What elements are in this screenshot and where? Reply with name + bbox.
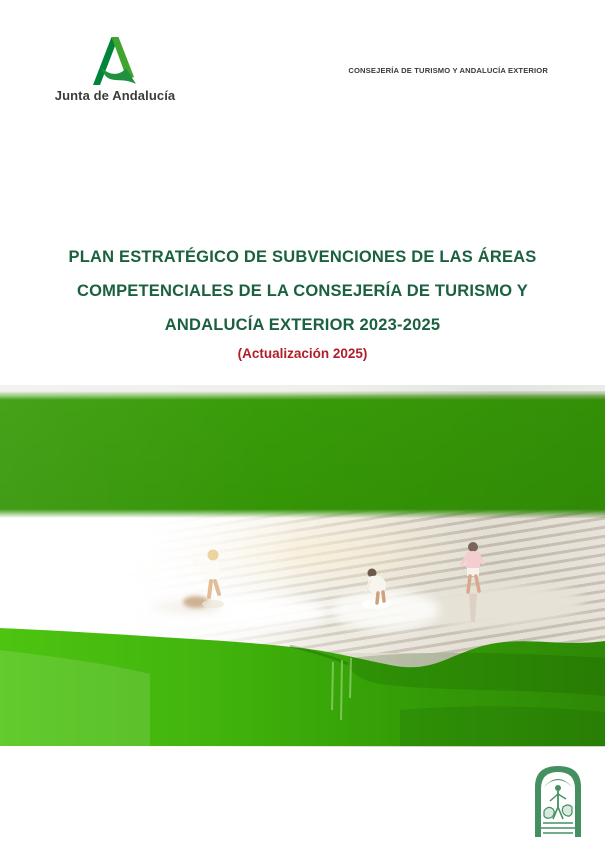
beach-photo xyxy=(0,385,605,747)
title-line-3: ANDALUCÍA EXTERIOR 2023-2025 xyxy=(164,316,441,334)
title-line-1: PLAN ESTRATÉGICO DE SUBVENCIONES DE LAS ÁREAS xyxy=(68,248,537,266)
flag-band-bottom xyxy=(0,600,605,747)
cover-subtitle: (Actualización 2025) xyxy=(237,346,368,361)
cover-title xyxy=(0,240,605,342)
junta-de-andalucia-logo xyxy=(45,36,185,103)
junta-a-logo-icon xyxy=(89,36,141,86)
department-label: CONSEJERÍA DE TURISMO Y ANDALUCÍA EXTERIOR xyxy=(348,66,548,75)
title-line-2: COMPETENCIALES DE LA CONSEJERÍA DE TURISMO Y xyxy=(77,282,528,300)
andalusia-coat-of-arms-icon xyxy=(532,763,584,837)
flag-band-top xyxy=(0,391,605,518)
brand-name: Junta de Andalucía xyxy=(54,88,176,103)
